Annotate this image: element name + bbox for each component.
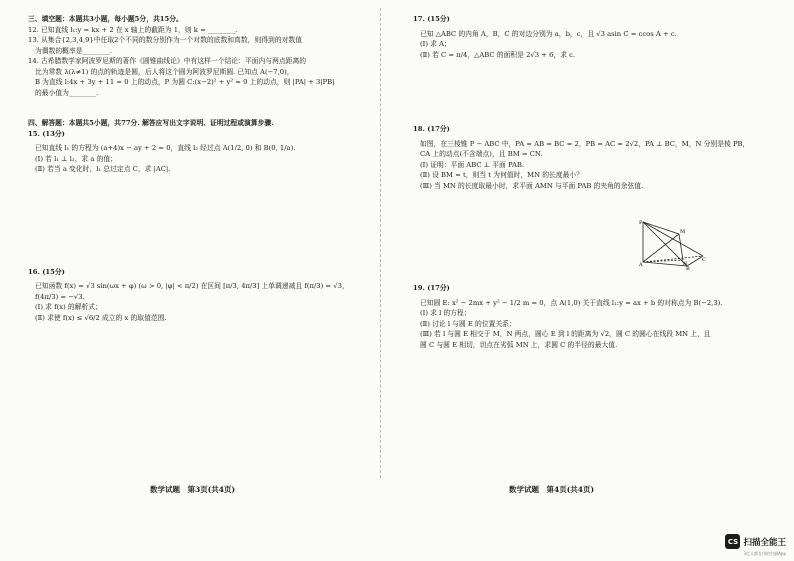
page-footer-right: 数学试题 第4页(共4页) xyxy=(509,485,595,494)
question-19-heading: 19. (17分) xyxy=(413,284,450,292)
question-15-stem: 已知直线 l₁ 的方程为 (a+4)x − ay + 2 = 0，直线 l₂ 经过点 A(1/2, 0) 和 B(0, 1/a). xyxy=(35,144,296,152)
watermark-tagline: 3亿人都在用的扫描App xyxy=(743,551,786,556)
right-exam-page xyxy=(397,0,794,561)
question-15-heading: 15. (13分) xyxy=(28,129,65,138)
camscanner-logo-icon: CS xyxy=(725,534,740,549)
question-19-part2: (Ⅱ) 讨论 l 与圆 E 的位置关系； xyxy=(420,319,516,328)
question-18-part2: (Ⅱ) 设 BM = t，则当 t 为何值时，MN 的长度最小？ xyxy=(420,171,584,179)
question-19-part1: (Ⅰ) 求 l 的方程； xyxy=(420,309,471,317)
question-19-part3: (Ⅲ) 若 l 与圆 E 相交于 M，N 两点，圆心 E 到 l 的距离为 √2，圆 C 的圆心在线段 MN 上，且 xyxy=(420,330,711,338)
question-16-stem: 已知函数 f(x) = √3 sin(ωx + φ) (ω > 0, |φ| < π/2) 在区间 [π/3, 4π/3] 上单调递减且 f(π/3) = √3， xyxy=(35,282,349,290)
question-17-stem: 已知 △ABC 的内角 A，B，C 的对边分别为 a，b，c，且 √3 asin C = ccos A + c. xyxy=(420,29,677,38)
question-14-line2: 比为常数 λ(λ≠1) 的点的轨迹是圆，后人将这个圆为阿波罗尼斯圆. 已知点 A(−7,0)， xyxy=(35,67,294,76)
question-15-part2: (Ⅱ) 若当 a 变化时，l₁ 总过定点 C，求 |AC|. xyxy=(35,165,171,173)
question-17-heading: 17. (15分) xyxy=(413,15,450,23)
question-18-stem: 如图，在三棱锥 P − ABC 中，PA = AB = BC = 2，PB = AC = 2√2，PA ⊥ BC，M，N 分别是棱 PB， xyxy=(420,139,750,148)
question-16-part1: (Ⅰ) 求 f(x) 的解析式； xyxy=(35,303,102,311)
page-divider xyxy=(380,8,381,478)
question-16-part2: (Ⅱ) 求使 f(x) ≤ √6/2 成立的 x 的取值范围. xyxy=(35,313,167,322)
scanner-watermark xyxy=(725,534,786,549)
question-13-line2: 为偶数的概率是________. xyxy=(35,46,112,55)
question-14-line3: B 为直线 l:4x + 3y + 11 = 0 上的动点，P 为圆 C:(x−2)² + y² = 9 上的动点，则 |PA| + 3|PB| xyxy=(35,78,335,86)
question-17-part2: (Ⅱ) 若 C = π/4，△ABC 的面积是 2√3 + 6，求 c. xyxy=(420,50,576,59)
label-M: M xyxy=(680,229,686,235)
question-14-line4: 的最小值为________. xyxy=(35,88,99,97)
question-16-stem-cont: f(4π/3) = −√3. xyxy=(35,292,85,301)
question-18-stem-cont: CA 上的动点(不含端点)，且 BM = CN. xyxy=(420,150,543,158)
question-17-part1: (Ⅰ) 求 A； xyxy=(420,40,451,48)
question-18-part1: (Ⅰ) 证明：平面 ABC ⊥ 平面 PAB. xyxy=(420,160,525,169)
label-A: A xyxy=(639,262,643,268)
question-13-line1: 13. 从集合{2,3,4,9}中任取2个不同的数分别作为一个对数的底数和真数，则得到的对数值 xyxy=(28,36,303,44)
question-18-heading: 18. (17分) xyxy=(413,125,450,133)
question-12: 12. 已知直线 l₁:y = kx + 2 在 x 轴上的截距为 1，则 k = ________. xyxy=(28,25,238,34)
label-B: B xyxy=(686,266,690,270)
question-15-part1: (Ⅰ) 若 l₁ ⊥ l₂，求 a 的值； xyxy=(35,154,117,163)
label-N: N xyxy=(683,261,688,267)
label-C: C xyxy=(702,257,706,263)
section4-title: 四、解答题：本题共5小题，共77分. 解答应写出文字说明、证明过程或演算步骤. xyxy=(28,119,274,127)
question-18-part3: (Ⅲ) 当 MN 的长度取最小时，求平面 AMN 与平面 PAB 的夹角的余弦值. xyxy=(420,181,644,190)
watermark-app-name: 扫描全能王 xyxy=(743,537,786,548)
label-P: P xyxy=(639,220,643,226)
page-footer-left: 数学试题 第3页(共4页) xyxy=(150,485,236,494)
question-19-stem: 已知圆 E: x² − 2mx + y² − 1/2 m = 0，点 A(1,0) 关于直线 l₁:y = ax + b 的对称点为 B(−2,3). xyxy=(420,298,723,307)
question-19-part3-cont: 圆 C 与圆 E 相切，切点在劣弧 MN 上，求圆 C 的半径的最大值. xyxy=(420,340,618,349)
question-14-line1: 14. 古希腊数学家阿波罗尼斯的著作《圆锥曲线论》中有这样一个结论：平面内与两点距离的 xyxy=(28,57,307,65)
section3-title: 三、填空题：本题共3小题，每小题5分，共15分。 xyxy=(28,15,183,23)
tetrahedron-figure xyxy=(639,218,707,270)
question-16-heading: 16. (15分) xyxy=(28,267,65,276)
